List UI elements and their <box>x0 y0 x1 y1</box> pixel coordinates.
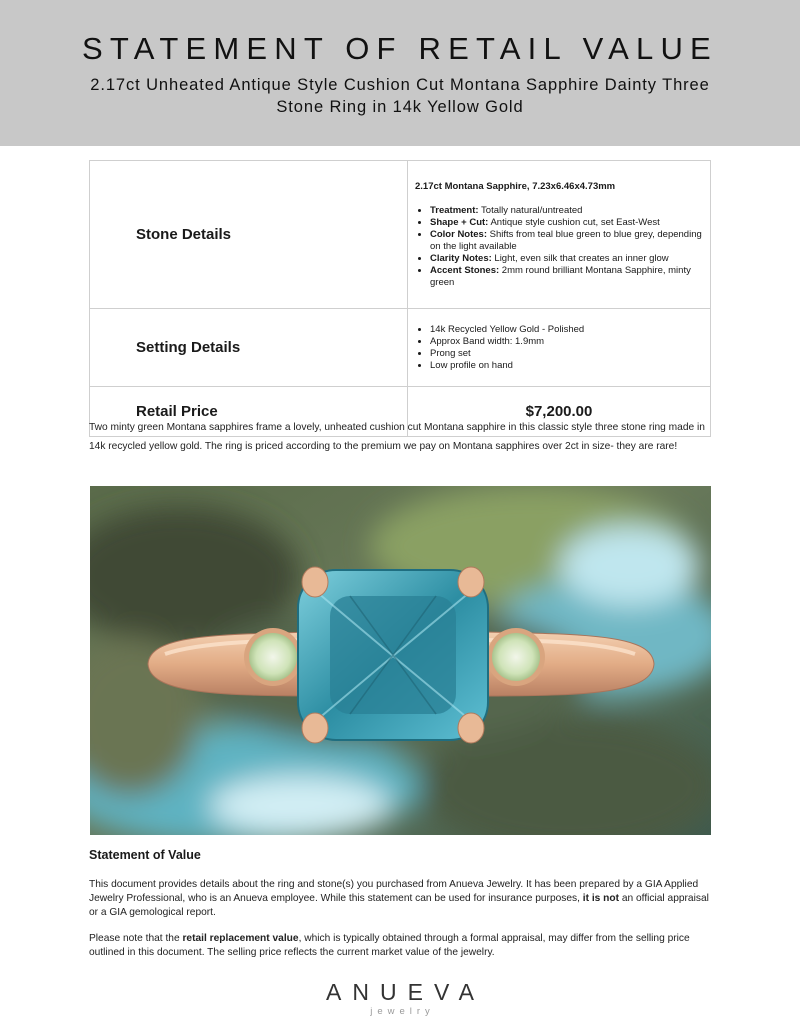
setting-details-row <box>90 309 711 387</box>
statement-title: Statement of Value <box>89 848 201 862</box>
spec-value: 2mm round brilliant Montana Sapphire, minty green <box>430 264 691 288</box>
stone-details-value <box>408 161 711 309</box>
ring-illustration <box>90 486 711 835</box>
list-item <box>430 253 704 265</box>
retail-price-value: $7,200.00 <box>408 387 711 437</box>
stone-spec-list <box>415 205 704 289</box>
setting-details-label: Setting Details <box>90 309 408 387</box>
stone-heading: 2.17ct Montana Sapphire, 7.23x6.46x4.73mm <box>415 180 616 192</box>
emphasis-text: retail replacement value <box>182 933 299 944</box>
header-banner <box>0 0 800 146</box>
document-subtitle: 2.17ct Unheated Antique Style Cushion Cut Montana Sapphire Dainty Three Stone Ring in 14k Yellow Gold <box>90 76 710 116</box>
statement-paragraph-1 <box>89 878 714 920</box>
spec-key: Color Notes: <box>430 228 487 240</box>
ring-photo <box>90 486 711 835</box>
text-span: Please note that the <box>89 933 183 944</box>
list-item: • 14k Recycled Yellow Gold - Polished <box>430 324 704 336</box>
list-item: • Approx Band width: 1.9mm <box>430 336 704 348</box>
list-item <box>430 205 704 217</box>
list-item: • Prong set <box>430 348 704 360</box>
list-item <box>430 217 704 229</box>
ring-description: Two minty green Montana sapphires frame a lovely, unheated cushion cut Montana sapphire in this classic style three stone ring made in 14k recycled yellow gold. The ring is priced according to the premium we pay on Montana sapphires over 2ct in size- they are rare! <box>89 422 705 452</box>
document-title: STATEMENT OF RETAIL VALUE <box>82 31 718 66</box>
spec-key: Accent Stones: <box>430 264 500 276</box>
logo-tagline: jewelry <box>370 1006 435 1017</box>
spec-value: Antique style cushion cut, set East-West <box>490 216 660 228</box>
text-span: This document provides details about the ring and stone(s) you purchased from Anueva Jewelry. It has been prepared by a GIA Applied Jewelry Professional, who is an Anueva employee. While this statement can be used for insurance purposes, <box>89 879 699 904</box>
spec-key: Clarity Notes: <box>430 252 492 264</box>
spec-key: Treatment: <box>430 204 479 216</box>
spec-key: Shape + Cut: <box>430 216 489 228</box>
text-span: an official appraisal or a GIA gemological report. <box>89 893 709 918</box>
list-item <box>430 265 704 289</box>
retail-price-label: Retail Price <box>90 387 408 437</box>
emphasis-text: it is not <box>582 893 620 904</box>
stone-details-row <box>90 161 711 309</box>
list-item <box>430 229 704 253</box>
details-table <box>89 160 711 437</box>
logo-name: ANUEVA <box>326 979 485 1005</box>
setting-details-value <box>408 309 711 387</box>
statement-paragraph-2 <box>89 932 714 960</box>
stone-details-label: Stone Details <box>90 161 408 309</box>
text-span: , which is typically obtained through a formal appraisal, may differ from the selling price outlined in this document. The selling price reflects the current market value of the jewelry. <box>89 933 690 958</box>
spec-value: Shifts from teal blue green to blue grey, depending on the light available <box>430 228 702 252</box>
setting-spec-list <box>415 324 704 372</box>
list-item: • Low profile on hand <box>430 360 704 372</box>
spec-value: Totally natural/untreated <box>481 204 583 216</box>
anueva-logo <box>300 978 500 1018</box>
spec-value: Light, even silk that creates an inner glow <box>494 252 669 264</box>
